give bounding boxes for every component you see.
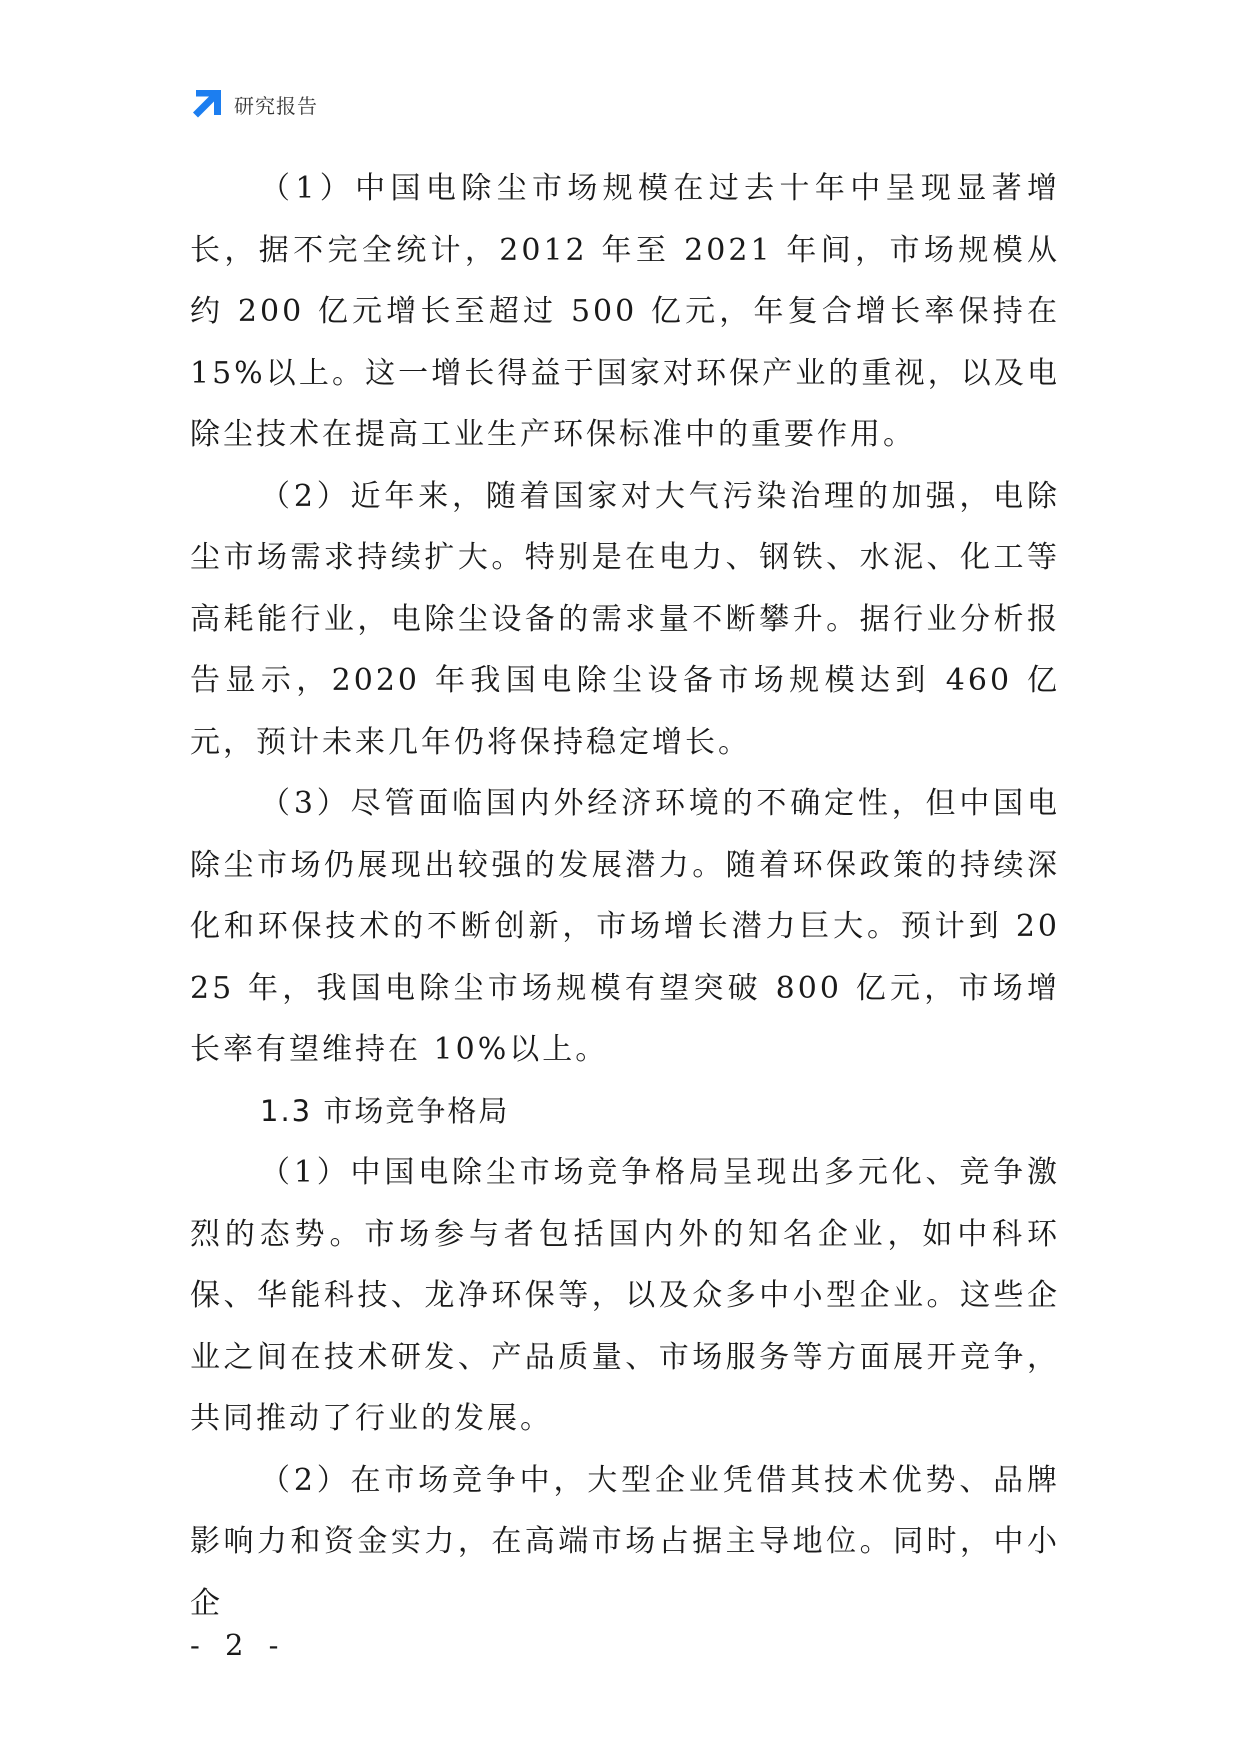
paragraph-market-size-2: （2）近年来，随着国家对大气污染治理的加强，电除尘市场需求持续扩大。特别是在电力、钢铁、水泥、化工等高耗能行业，电除尘设备的需求量不断攀升。据行业分析报告显示，2020 年我国电除尘设备市场规模达到 460 亿元，预计未来几年仍将保持稳定增长。: [190, 478, 1060, 760]
header-title: 研究报告: [234, 93, 318, 118]
report-header: [190, 86, 318, 122]
page-number: - 2 -: [190, 1628, 287, 1662]
section-heading: 1.3 市场竞争格局: [260, 1093, 510, 1128]
paragraph-competition-1: （1）中国电除尘市场竞争格局呈现出多元化、竞争激烈的态势。市场参与者包括国内外的知名企业，如中科环保、华能科技、龙净环保等，以及众多中小型企业。这些企业之间在技术研发、产品质量、市场服务等方面展开竞争，共同推动了行业的发展。: [190, 1155, 1060, 1436]
document-body: [190, 158, 1060, 1634]
arrow-up-right-icon: [190, 87, 224, 121]
paragraph-competition-2: （2）在市场竞争中，大型企业凭借其技术优势、品牌影响力和资金实力，在高端市场占据主导地位。同时，中小企: [190, 1462, 1060, 1621]
paragraph-market-size-1: （1）中国电除尘市场规模在过去十年中呈现显著增长，据不完全统计，2012 年至 2021 年间，市场规模从约 200 亿元增长至超过 500 亿元，年复合增长率保持在 15%以上。这一增长得益于国家对环保产业的重视，以及电除尘技术在提高工业生产环保标准中的重要作用。: [190, 171, 1060, 452]
paragraph-market-size-3: （3）尽管面临国内外经济环境的不确定性，但中国电除尘市场仍展现出较强的发展潜力。随着环保政策的持续深化和环保技术的不断创新，市场增长潜力巨大。预计到 2025 年，我国电除尘市场规模有望突破 800 亿元，市场增长率有望维持在 10%以上。: [190, 786, 1060, 1067]
